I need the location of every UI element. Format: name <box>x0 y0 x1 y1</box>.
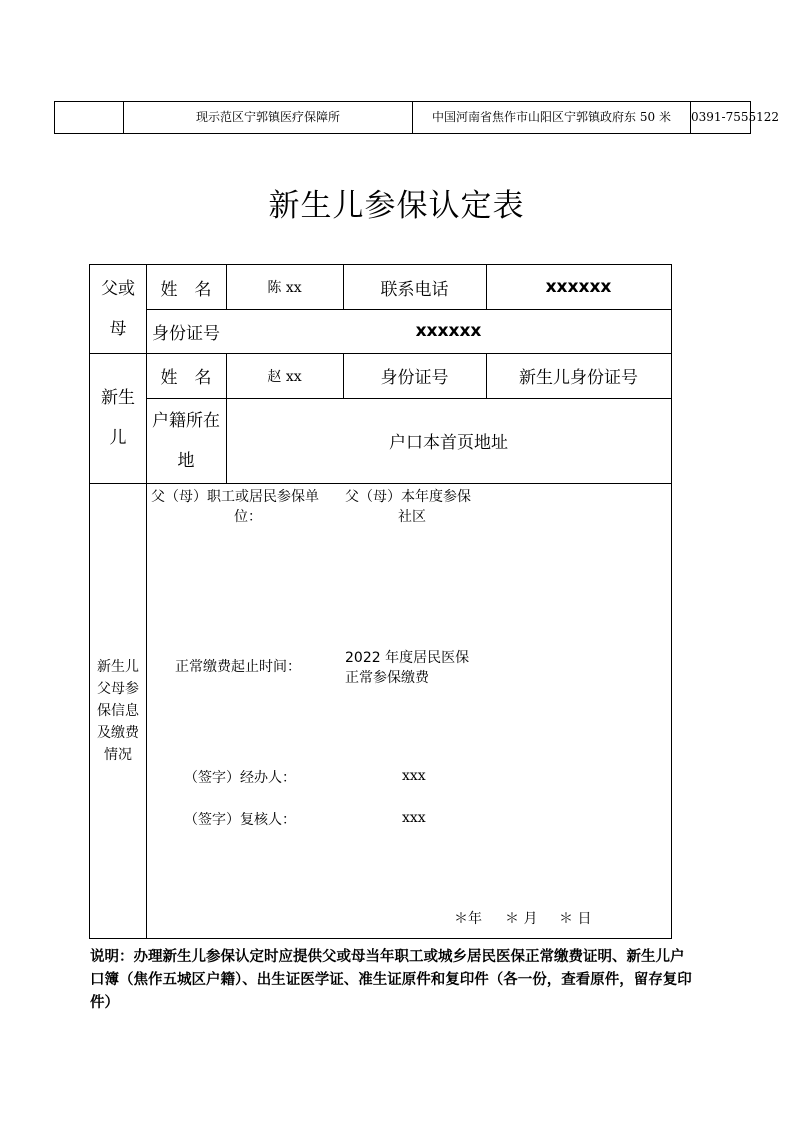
period-value-line2: 正常参保缴费 <box>345 670 429 686</box>
household-label-line1: 户籍所在 <box>152 410 220 431</box>
header-phone: 0391-7555122 <box>691 110 780 124</box>
date-day: ＊ 日 <box>559 911 592 927</box>
grid-line <box>90 483 671 484</box>
newborn-id-value: 新生儿身份证号 <box>519 368 638 388</box>
newborn-id-label: 身份证号 <box>380 368 449 388</box>
unit-label-line2: 位： <box>234 509 262 525</box>
reviewer-label: （签字）复核人： <box>184 812 296 828</box>
parent-phone-label: 联系电话 <box>380 279 449 300</box>
parent-phone-value: xxxxxx <box>545 277 612 297</box>
payment-label-line: 及缴费 <box>97 724 139 741</box>
parent-label-line1: 父或 <box>101 279 135 299</box>
payment-label-line: 父母参 <box>97 680 139 697</box>
household-value: 户口本首页地址 <box>389 433 508 453</box>
payment-label-line: 保信息 <box>97 702 139 719</box>
date-year: ＊年 <box>454 911 482 927</box>
parent-name-value: 陈 xx <box>267 280 302 296</box>
payment-section-label <box>90 483 146 938</box>
newborn-label-line1: 新生 <box>101 388 135 408</box>
handler-value: xxx <box>402 768 426 784</box>
handler-label: （签字）经办人： <box>184 770 296 786</box>
parent-id-value: xxxxxx <box>415 321 482 341</box>
parent-name-label: 姓 名 <box>160 279 212 300</box>
parent-label-line2: 母 <box>109 319 127 339</box>
newborn-name-value: 赵 xx <box>267 368 302 385</box>
unit-label-line1: 父（母）职工或居民参保单 <box>151 489 319 505</box>
household-label <box>146 398 226 483</box>
payment-label-line: 情况 <box>104 746 132 763</box>
instructions-note: 说明：办理新生儿参保认定时应提供父或母当年职工或城乡居民医保正常缴费证明、新生儿户口簿（焦作五城区户籍）、出生证医学证、准生证原件和复印件（各一份，查看原件，留存复印件） <box>90 949 692 1011</box>
insurance-form <box>89 264 672 939</box>
parent-section-label <box>90 265 146 353</box>
period-label: 正常缴费起止时间： <box>175 659 301 675</box>
payment-label-line: 新生儿 <box>97 658 139 675</box>
newborn-section-label <box>90 353 146 483</box>
parent-id-label: 身份证号 <box>152 323 220 344</box>
community-label-line2: 社区 <box>398 509 426 525</box>
newborn-label-line2: 儿 <box>109 428 127 448</box>
header-address: 中国河南省焦作市山阳区宁郭镇政府东 50 米 <box>413 102 691 133</box>
period-value-line1: 2022 年度居民医保 <box>345 650 470 666</box>
header-table <box>54 101 780 134</box>
reviewer-value: xxx <box>402 810 426 826</box>
header-empty-cell <box>55 102 124 133</box>
header-org: 现示范区宁郭镇医疗保障所 <box>124 102 413 133</box>
newborn-name-label: 姓 名 <box>160 368 212 388</box>
community-label-line1: 父（母）本年度参保 <box>345 489 471 505</box>
page-title: 新生儿参保认定表 <box>268 188 525 224</box>
date-month: ＊ 月 <box>505 911 538 927</box>
household-label-line2: 地 <box>177 450 195 471</box>
